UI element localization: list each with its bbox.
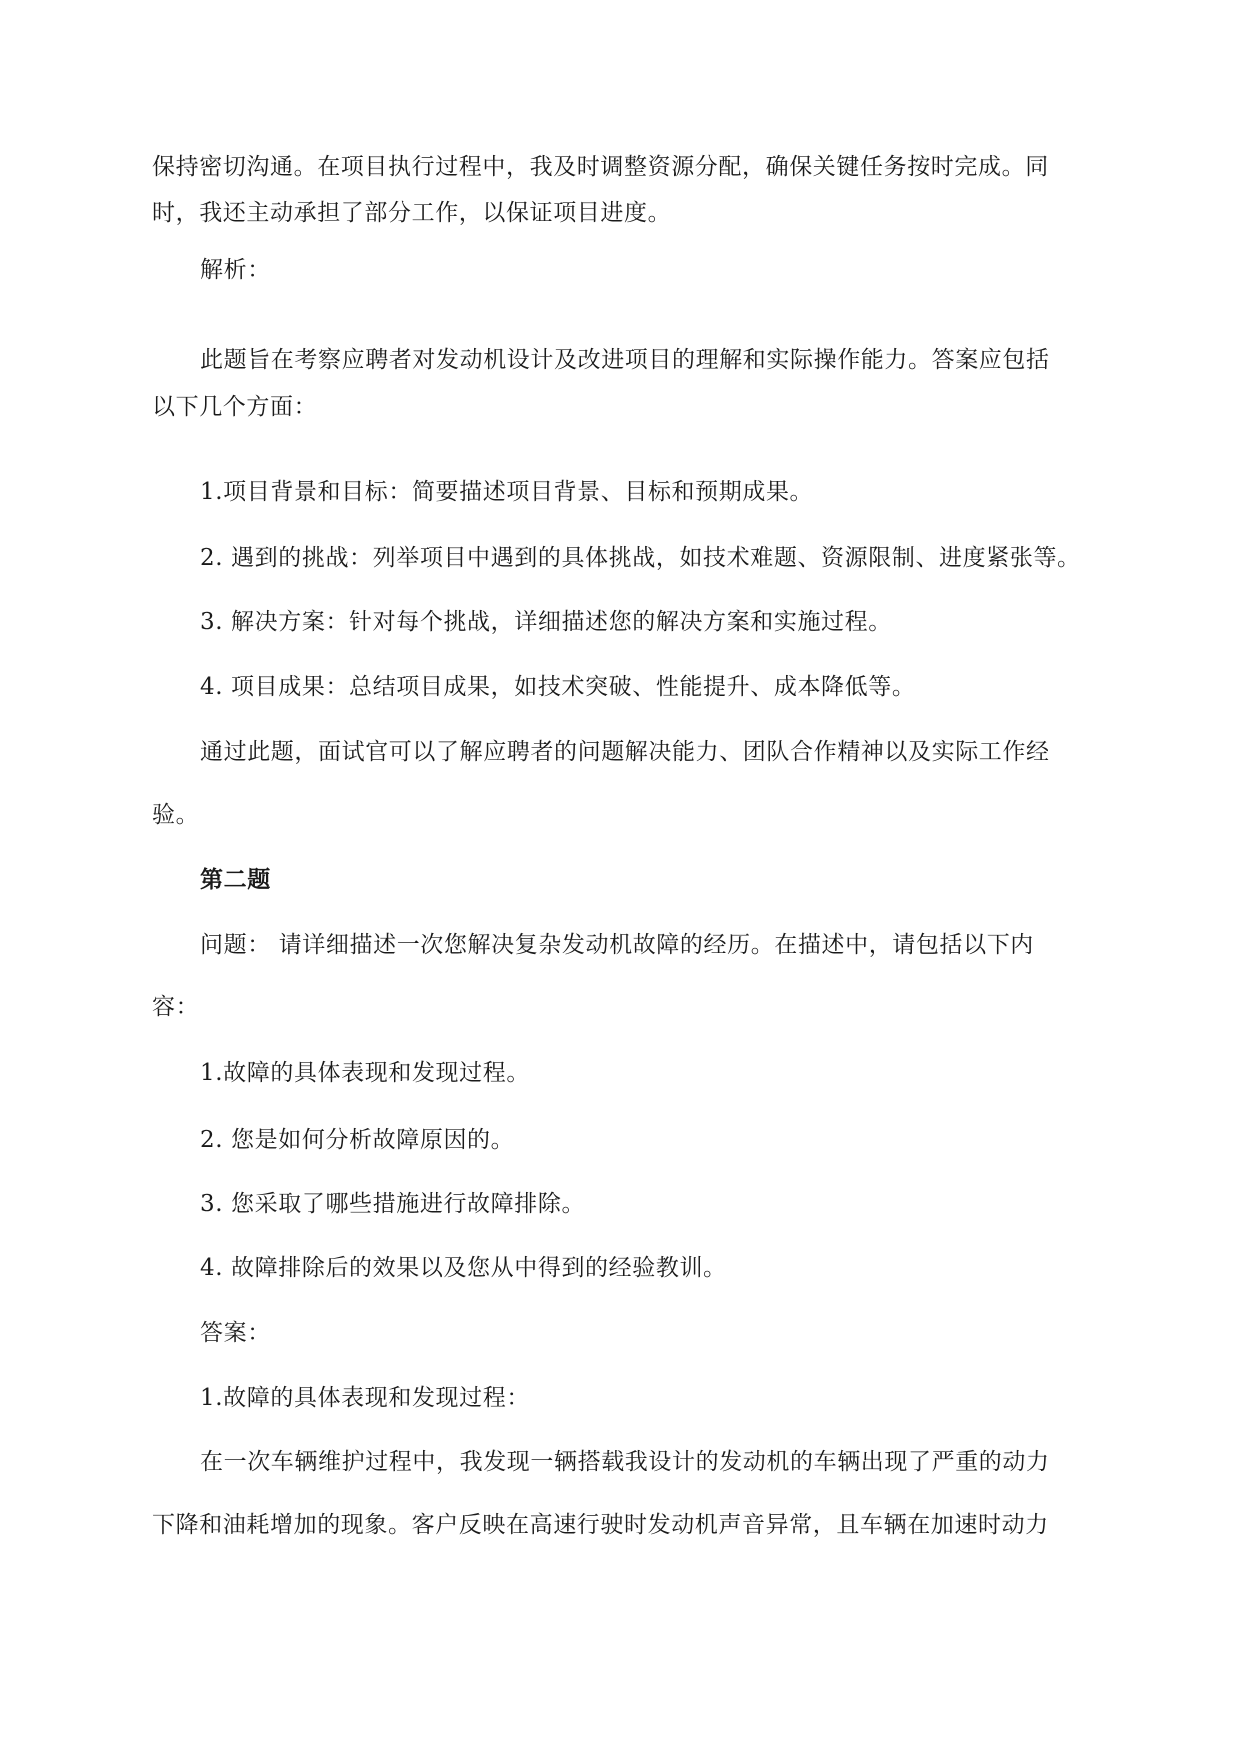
section-label-answer: 答案： [200, 1320, 271, 1346]
list-item: 4. 项目成果：总结项目成果，如技术突破、性能提升、成本降低等。 [200, 674, 916, 700]
paragraph-line: 保持密切沟通。在项目执行过程中，我及时调整资源分配，确保关键任务按时完成。同 [152, 154, 1049, 180]
paragraph-line: 此题旨在考察应聘者对发动机设计及改进项目的理解和实际操作能力。答案应包括 [200, 347, 1050, 373]
paragraph-line: 下降和油耗增加的现象。客户反映在高速行驶时发动机声音异常，且车辆在加速时动力 [152, 1512, 1049, 1538]
list-item: 2. 遇到的挑战：列举项目中遇到的具体挑战，如技术难题、资源限制、进度紧张等。 [200, 545, 1081, 571]
paragraph-line: 以下几个方面： [152, 394, 318, 420]
paragraph-line: 验。 [152, 802, 200, 828]
list-item: 1.项目背景和目标：简要描述项目背景、目标和预期成果。 [200, 479, 814, 505]
list-item: 3. 您采取了哪些措施进行故障排除。 [200, 1191, 586, 1217]
question-heading: 第二题 [200, 866, 271, 893]
question-text: 问题： 请详细描述一次您解决复杂发动机故障的经历。在描述中，请包括以下内 [200, 932, 1034, 958]
answer-subheading: 1.故障的具体表现和发现过程： [200, 1385, 530, 1411]
list-item: 1.故障的具体表现和发现过程。 [200, 1060, 530, 1086]
paragraph-line: 时，我还主动承担了部分工作，以保证项目进度。 [152, 200, 672, 226]
list-item: 2. 您是如何分析故障原因的。 [200, 1127, 515, 1153]
list-item: 3. 解决方案：针对每个挑战，详细描述您的解决方案和实施过程。 [200, 609, 892, 635]
paragraph-line: 通过此题，面试官可以了解应聘者的问题解决能力、团队合作精神以及实际工作经 [200, 739, 1050, 765]
section-label-analysis: 解析： [200, 257, 271, 283]
list-item: 4. 故障排除后的效果以及您从中得到的经验教训。 [200, 1255, 727, 1281]
paragraph-line: 在一次车辆维护过程中，我发现一辆搭载我设计的发动机的车辆出现了严重的动力 [200, 1449, 1050, 1475]
question-text: 容： [152, 994, 200, 1020]
